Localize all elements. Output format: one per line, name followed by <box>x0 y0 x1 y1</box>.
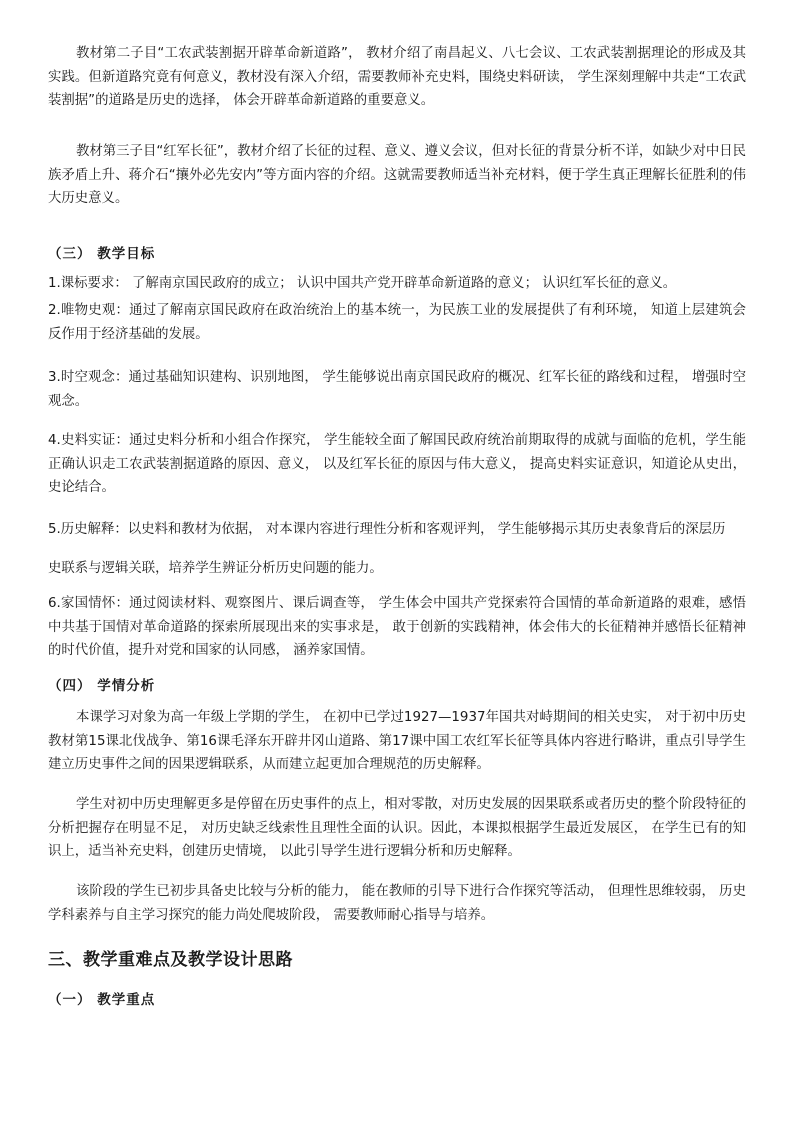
goal-item-3: 3.时空观念：通过基础知识建构、识别地图， 学生能够说出南京国民政府的概况、红军长征的路线和过程， 增强时空观念。 <box>48 370 746 409</box>
student-analysis-paragraph-3: 该阶段的学生已初步具备史比较与分析的能力， 能在教师的引导下进行合作探究等活动， 但理性思维较弱， 历史学科素养与自主学习探究的能力尚处爬坡阶段， 需要教师耐心指导与培养。 <box>48 884 746 923</box>
heading-student-analysis: （四） 学情分析 <box>48 678 156 694</box>
student-analysis-paragraph-2: 学生对初中历史理解更多是停留在历史事件的点上，相对零散，对历史发展的因果联系或者历史的整个阶段特征的分析把握存在明显不足， 对历史缺乏线索性且理性全面的认识。因此，本课拟根据学生最近发展区， 在学生已有的知识上，适当补充史料，创建历史情境， 以此引导学生进行逻辑分析和历史解释。 <box>48 797 746 859</box>
goal-item-5-line-1: 5.历史解释：以史料和教材为依据， 对本课内容进行理性分析和客观评判， 学生能够揭示其历史表象背后的深层历 <box>48 522 726 537</box>
goal-item-1: 1.课标要求： 了解南京国民政府的成立； 认识中国共产党开辟革命新道路的意义； 认识红军长征的意义。 <box>48 276 677 291</box>
heading-part-3: 三、教学重难点及教学设计思路 <box>48 950 293 970</box>
goal-item-5-line-2: 史联系与逻辑关联，培养学生辨证分析历史问题的能力。 <box>48 561 383 576</box>
heading-teaching-goals: （三） 教学目标 <box>48 246 156 262</box>
goal-item-6: 6.家国情怀：通过阅读材料、观察图片、课后调查等， 学生体会中国共产党探索符合国情的革命新道路的艰难，感悟中共基于国情对革命道路的探索所展现出来的实事求是， 敢于创新的实践精神，体会伟大的长征精神并感悟长征精神的时代价值，提升对党和国家的认同感， 涵养家国情。 <box>48 596 746 658</box>
paragraph-subtopic-3: 教材第三子目“红军长征”，教材介绍了长征的过程、意义、遵义会议，但对长征的背景分析不详，如缺少对中日民族矛盾上升、蒋介石“攘外必先安内”等方面内容的介绍。这就需要教师适当补充材料，便于学生真正理解长征胜利的伟大历史意义。 <box>48 144 747 206</box>
goal-item-2: 2.唯物史观：通过了解南京国民政府在政治统治上的基本统一，为民族工业的发展提供了有利环境， 知道上层建筑会反作用于经济基础的发展。 <box>48 303 746 342</box>
heading-teaching-focus: （一） 教学重点 <box>48 992 156 1008</box>
paragraph-subtopic-2: 教材第二子目“工农武装割据开辟革命新道路”， 教材介绍了南昌起义、八七会议、工农武装割据理论的形成及其实践。但新道路究竟有何意义，教材没有深入介绍，需要教师补充史料，围绕史料研读， 学生深刻理解中共走“工农武装割据”的道路是历史的选择， 体会开辟革命新道路的重要意义。 <box>48 46 746 108</box>
goal-item-4: 4.史料实证：通过史料分析和小组合作探究， 学生能较全面了解国民政府统治前期取得的成就与面临的危机，学生能正确认识走工农武装割据道路的原因、意义， 以及红军长征的原因与伟大意义， 提高史料实证意识，知道论从史出，史论结合。 <box>48 433 746 495</box>
student-analysis-paragraph-1: 本课学习对象为高一年级上学期的学生， 在初中已学过1927—1937年国共对峙期间的相关史实， 对于初中历史教材第15课北伐战争、第16课毛泽东开辟井冈山道路、第17课中国工农红军长征等具体内容进行略讲，重点引导学生建立历史事件之间的因果逻辑联系，从而建立起更加合理规范的历史解释。 <box>48 710 746 772</box>
